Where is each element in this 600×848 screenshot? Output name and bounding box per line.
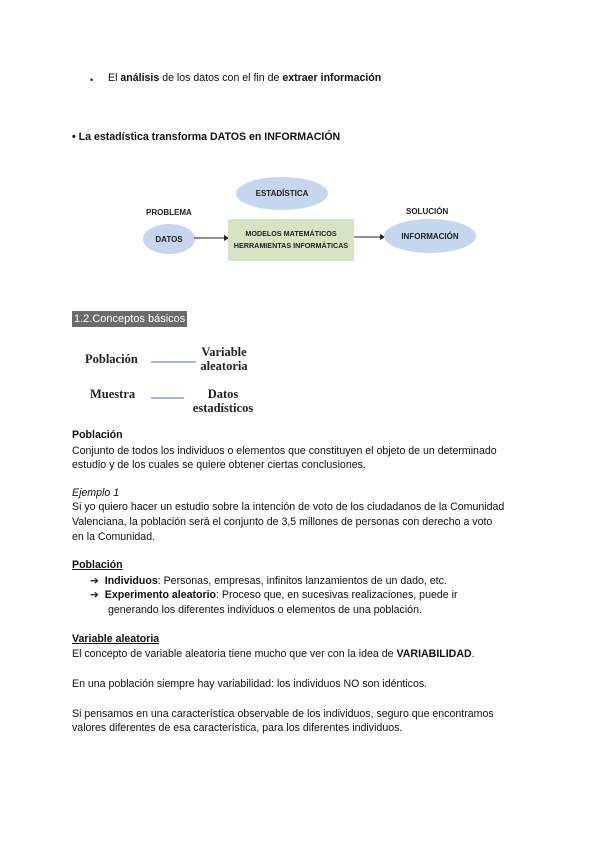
text-part: . [471,648,475,660]
poblacion-list-heading: Población [72,559,123,571]
concept-variable-line2: aleatoria [200,359,248,373]
poblacion-def-line2: estudio y de los cuales se quiere obtener ciertas conclusiones. [72,459,366,471]
list-item-bold: Experimento aleatorio [104,589,217,601]
diagram-datos-ellipse [143,224,195,254]
variable-line1 [72,648,475,661]
diagram-models-line1: MODELOS MATEMÁTICOS [245,229,337,238]
poblacion-heading: Población [72,429,123,441]
ejemplo-line2: Valenciana, la población será el conjunto de 3,5 millones de personas con derecho a voto [72,516,493,528]
text-part: El concepto de variable aleatoria tiene mucho que ver con la idea de [72,648,397,660]
concept-variable-aleatoria [196,345,252,373]
list-item-experimento-cont: generando los diferentes individuos o elementos de una población. [108,604,422,616]
diagram-datos-label: DATOS [155,234,183,244]
list-item-experimento [90,589,457,602]
variable-heading: Variable aleatoria [72,633,160,645]
arrow-icon: ➔ [90,589,105,601]
section-title: 1.2.Conceptos básicos [74,313,186,325]
bullet-dot: • [90,75,94,85]
variable-para2: En una población siempre hay variabilidad: los individuos NO son idénticos. [72,678,428,690]
diagram-arrow-left [194,233,230,243]
diagram-models-line2: HERRAMIENTAS INFORMÁTICAS [233,241,349,250]
list-item-text: : Personas, empresas, infinitos lanzamientos de un dado, etc. [157,575,447,587]
variable-para3-line2: valores diferentes de esa característica, para los diferentes individuos. [72,722,403,734]
variable-para3-line1: Si pensamos en una característica observable de los individuos, seguro que encontramos [72,708,494,720]
concept-muestra: Muestra [90,387,136,401]
diagram-informacion-ellipse [384,219,476,253]
text-bold: análisis [120,72,160,84]
arrow-icon: ➔ [90,575,105,587]
text-part: El [108,72,121,84]
ejemplo-line1: Si yo quiero hacer un estudio sobre la intención de voto de los ciudadanos de la Comunidad [72,501,505,513]
list-item-text: : Proceso que, en sucesivas realizaciones, puede ir [216,589,458,601]
ejemplo-line3: en la Comunidad. [72,531,156,543]
diagram-informacion-label: INFORMACIÓN [401,231,459,241]
concept-poblacion: Población [85,352,138,366]
text-bold: extraer información [282,72,382,84]
concept-line-2 [151,395,185,401]
list-item-bold: Individuos [104,575,158,587]
diagram-problema-label: PROBLEMA [146,208,192,217]
bullet-estadistica: • La estadística transforma DATOS en INFORMACIÓN [72,131,341,143]
diagram-estadistica-ellipse [236,177,328,210]
diagram-estadistica-label: ESTADÍSTICA [255,189,309,198]
ejemplo-heading: Ejemplo 1 [72,487,120,499]
diagram-arrow-right [354,232,386,242]
text-bold: VARIABILIDAD [396,648,472,660]
diagram-solucion-label: SOLUCIÓN [406,207,449,216]
list-item-individuos [90,575,447,588]
poblacion-def-line1: Conjunto de todos los individuos o elementos que constituyen el objeto de un determinado [72,445,497,457]
concept-datos-estadisticos [186,387,260,415]
concept-datos-line2: estadísticos [192,401,254,415]
bullet-analisis [108,72,381,85]
concept-line-1 [151,359,197,365]
concept-datos-line1: Datos [207,387,239,401]
concept-variable-line1: Variable [201,345,247,359]
text-part: de los datos con el fin de [159,72,283,84]
diagram-models-box [228,219,354,261]
